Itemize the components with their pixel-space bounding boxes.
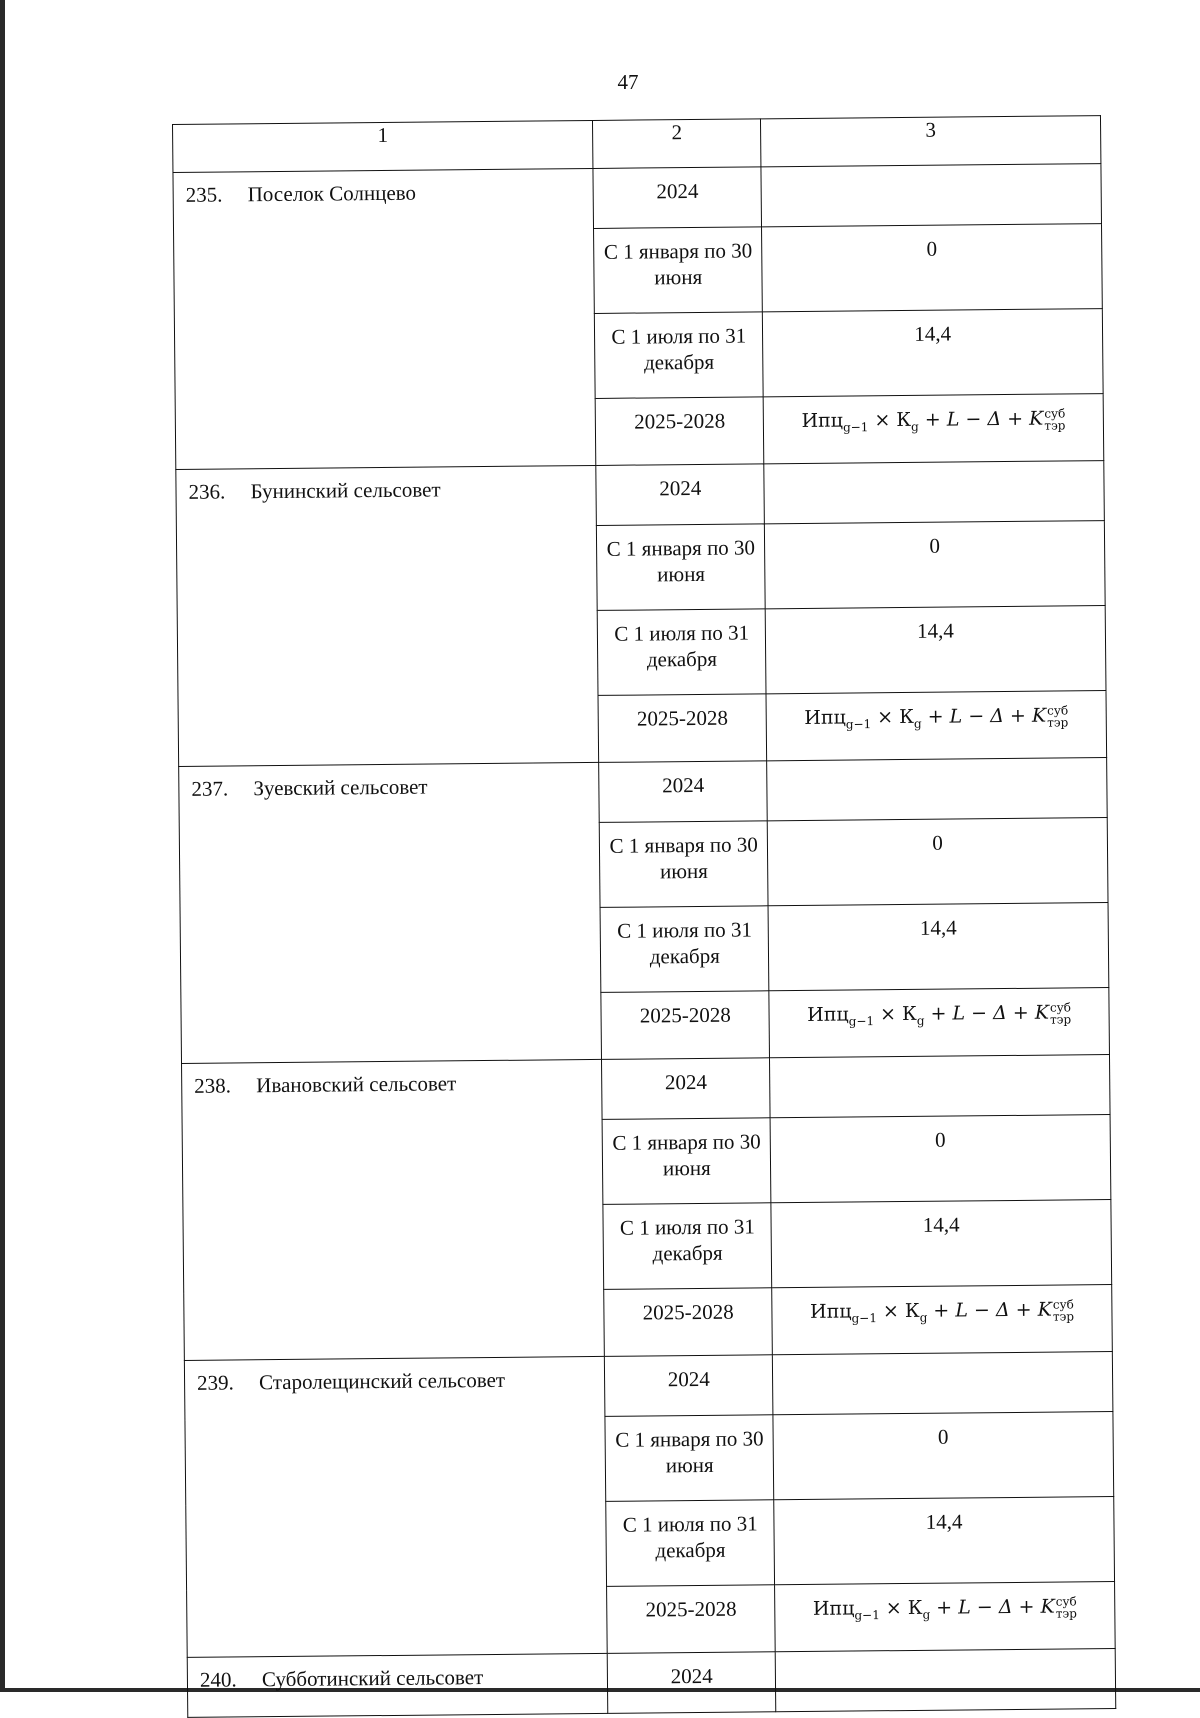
- formula-base: Ипц: [807, 1003, 849, 1026]
- formula-base: Ипц: [809, 1300, 852, 1323]
- formula-base: Ипц: [801, 409, 844, 432]
- formula-times: ×: [882, 1300, 899, 1323]
- table-row-year: [187, 1649, 1116, 1718]
- settlement-name: Поселок Солнцево: [247, 180, 417, 207]
- formula-kk-indices: [1050, 1001, 1071, 1025]
- formula-kk-indices: [1047, 704, 1068, 728]
- formula-kk-sup: суб: [1052, 1297, 1074, 1312]
- formula-k: К: [907, 1596, 923, 1620]
- formula-cell: [766, 691, 1106, 761]
- table-row-year: [179, 758, 1108, 827]
- settlement-name: Бунинский сельсовет: [250, 477, 441, 504]
- formula-base-sub: g−1: [842, 420, 869, 435]
- formula-k-sub: g: [922, 1607, 931, 1622]
- scan-left-edge: [0, 0, 5, 1692]
- year-cell: 2024: [599, 761, 767, 823]
- formula-k: К: [901, 1002, 917, 1026]
- year-cell: 2024: [605, 1355, 773, 1417]
- formula-kk: K: [1037, 1298, 1052, 1321]
- formula-rest: + L − Δ +: [936, 1595, 1035, 1619]
- formula-k-sub: g: [913, 716, 922, 731]
- year-cell: 2024: [593, 167, 761, 229]
- table-row-year: [173, 164, 1102, 233]
- row-number: 235.: [185, 182, 223, 207]
- formula-kk-sup: суб: [1044, 406, 1066, 421]
- value-cell-empty: [770, 1055, 1110, 1118]
- column-header-3: 3: [761, 116, 1101, 167]
- settlement-cell: [176, 465, 599, 766]
- formula-k: К: [899, 705, 915, 729]
- formula-kk-indices: [1053, 1298, 1074, 1322]
- formula-rest: + L − Δ +: [927, 704, 1027, 728]
- formula-times: ×: [885, 1597, 902, 1620]
- value-cell: 0: [773, 1412, 1114, 1500]
- formula-times: ×: [877, 706, 894, 729]
- period-cell: С 1 января по 30 июня: [602, 1118, 771, 1205]
- formula: [804, 702, 1068, 737]
- formula-kk-sub: тэр: [1052, 1309, 1075, 1324]
- formula-cell: [772, 1285, 1112, 1355]
- value-cell-empty: [775, 1649, 1115, 1712]
- formula-k: К: [904, 1299, 920, 1323]
- formula-kk-sub: тэр: [1055, 1606, 1077, 1621]
- row-number: 238.: [194, 1073, 232, 1098]
- range-cell: 2025-2028: [607, 1585, 775, 1654]
- settlement-name: Старолещинский сельсовет: [258, 1367, 506, 1395]
- formula-k-sub: g: [916, 1013, 925, 1028]
- formula-cell: [763, 394, 1103, 464]
- settlement-cell: [173, 168, 596, 469]
- formula-kk-sub: тэр: [1044, 418, 1066, 433]
- formula-kk: K: [1040, 1595, 1055, 1618]
- period-cell: С 1 июля по 31 декабря: [603, 1203, 772, 1290]
- settlement-cell: [184, 1356, 607, 1657]
- settlement-cell: [182, 1059, 605, 1360]
- formula-cell: [775, 1582, 1115, 1652]
- formula-base-sub: g−1: [854, 1608, 880, 1623]
- formula-cell: [769, 988, 1109, 1058]
- period-cell: С 1 июля по 31 декабря: [600, 906, 769, 993]
- formula-kk: K: [1029, 407, 1044, 430]
- row-number: 237.: [191, 776, 229, 801]
- formula-base-sub: g−1: [851, 1311, 878, 1326]
- settlement-cell: [179, 762, 602, 1063]
- value-cell-empty: [767, 758, 1107, 821]
- value-cell: 14,4: [762, 309, 1103, 397]
- column-header-2: 2: [593, 119, 761, 169]
- formula-kk-sup: суб: [1047, 703, 1069, 718]
- settlement-name: Зуевский сельсовет: [253, 774, 428, 801]
- formula-kk: K: [1031, 704, 1047, 727]
- year-cell: 2024: [602, 1058, 770, 1120]
- formula-kk-sup: суб: [1055, 1594, 1077, 1609]
- page-number: 47: [617, 70, 639, 94]
- row-number: 236.: [188, 479, 226, 504]
- formula-rest: + L − Δ +: [933, 1298, 1032, 1322]
- formula-kk-sup: суб: [1049, 1000, 1072, 1015]
- formula-times: ×: [879, 1003, 897, 1026]
- period-cell: С 1 января по 30 июня: [594, 227, 763, 314]
- period-cell: С 1 января по 30 июня: [600, 821, 769, 908]
- value-cell: 0: [770, 1115, 1111, 1203]
- formula: [801, 405, 1065, 440]
- formula-k-sub: g: [911, 419, 919, 434]
- range-cell: 2025-2028: [598, 694, 766, 763]
- value-cell: 14,4: [768, 903, 1109, 991]
- period-cell: С 1 июля по 31 декабря: [598, 609, 767, 696]
- range-cell: 2025-2028: [596, 397, 764, 466]
- range-cell: 2025-2028: [604, 1288, 772, 1357]
- formula-rest: + L − Δ +: [930, 1001, 1029, 1025]
- formula-base-sub: g−1: [845, 717, 872, 732]
- value-cell: 14,4: [765, 606, 1106, 694]
- formula: [810, 1296, 1074, 1331]
- formula-kk-indices: [1044, 407, 1065, 431]
- period-cell: С 1 июля по 31 декабря: [595, 312, 764, 399]
- table-row-year: [184, 1352, 1113, 1421]
- formula-kk: K: [1034, 1001, 1050, 1024]
- value-cell: 14,4: [771, 1200, 1112, 1288]
- table-row-year: [176, 461, 1105, 530]
- formula-base: Ипц: [804, 706, 846, 729]
- range-cell: 2025-2028: [601, 991, 769, 1060]
- table-row-year: [182, 1055, 1111, 1124]
- formula-kk-indices: [1056, 1595, 1077, 1619]
- formula-k: К: [896, 408, 912, 432]
- formula-base-sub: g−1: [848, 1014, 875, 1029]
- formula-kk-sub: тэр: [1050, 1012, 1072, 1027]
- row-number: 239.: [196, 1370, 234, 1395]
- formula-kk-sub: тэр: [1047, 715, 1069, 730]
- value-cell: 0: [762, 224, 1103, 312]
- value-cell: 0: [765, 521, 1106, 609]
- formula-k-sub: g: [919, 1310, 928, 1325]
- settlement-cell: [187, 1653, 608, 1717]
- formula-times: ×: [874, 409, 891, 432]
- value-cell-empty: [772, 1352, 1112, 1415]
- period-cell: С 1 июля по 31 декабря: [606, 1500, 775, 1587]
- period-cell: С 1 января по 30 июня: [597, 524, 766, 611]
- value-cell: 14,4: [774, 1497, 1115, 1585]
- data-table: [172, 115, 1116, 1718]
- period-cell: С 1 января по 30 июня: [605, 1415, 774, 1502]
- formula-rest: + L − Δ +: [924, 407, 1024, 431]
- value-cell-empty: [761, 164, 1101, 227]
- column-header-1: 1: [173, 120, 594, 172]
- formula: [807, 999, 1071, 1034]
- value-cell-empty: [764, 461, 1104, 524]
- year-cell: 2024: [608, 1652, 776, 1714]
- value-cell: 0: [767, 818, 1108, 906]
- settlement-name: Ивановский сельсовет: [256, 1071, 457, 1098]
- row-number: 240.: [199, 1667, 237, 1692]
- formula-base: Ипц: [812, 1597, 855, 1620]
- year-cell: 2024: [596, 464, 764, 526]
- formula: [813, 1593, 1077, 1628]
- settlement-name: Субботинский сельсовет: [261, 1665, 484, 1692]
